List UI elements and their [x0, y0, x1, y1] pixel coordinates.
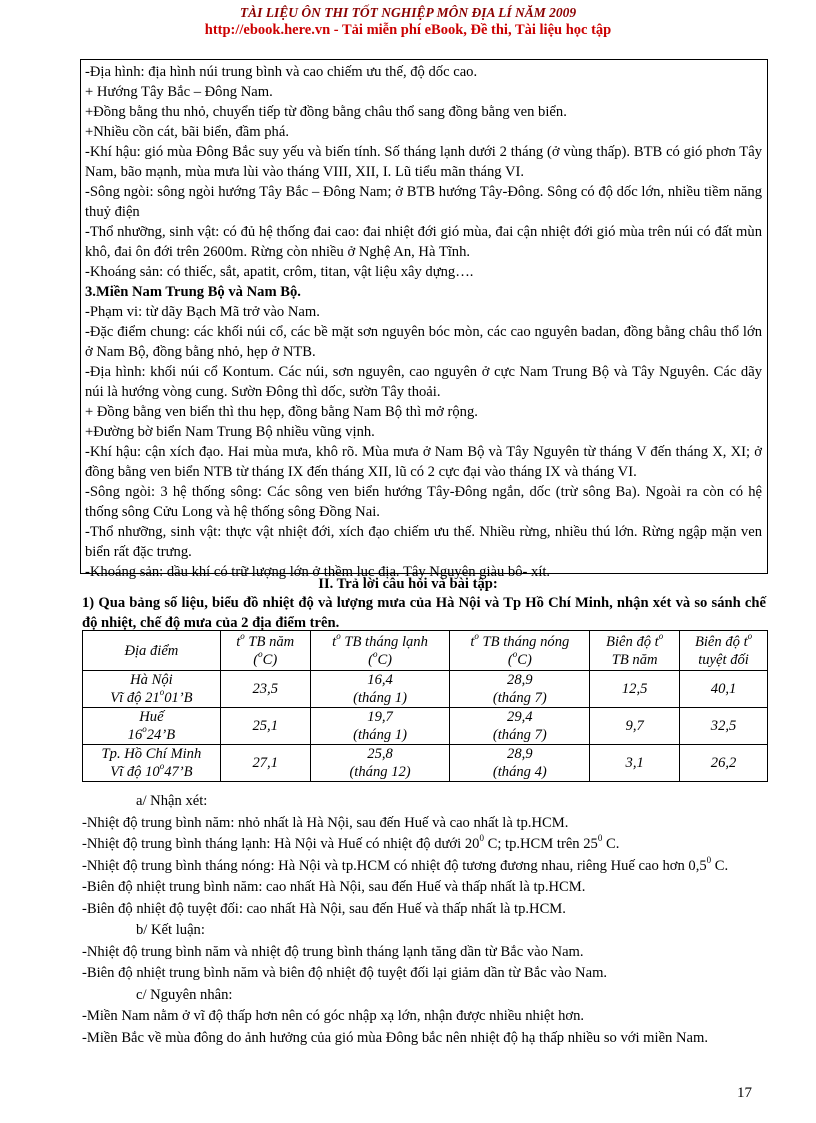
paragraph: -Miền Bắc về mùa đông do ảnh hưởng của gió mùa Đông bắc nên nhiệt độ hạ thấp nhiều so với miền Nam. — [82, 1029, 709, 1046]
box-line: -Khí hậu: cận xích đạo. Hai mùa mưa, khô rõ. Mùa mưa ở Nam Bộ và Tây Nguyên từ tháng V đến tháng X, XI; ở đồng bằng ven biển NTB từ tháng IX đến tháng XII, lũ có 2 cực đại vào tháng IX và tháng VI. — [85, 444, 762, 480]
box-line: -Thổ nhưỡng, sinh vật: có đủ hệ thống đai cao: đai nhiệt đới gió mùa, đai cận nhiệt đới gió mùa trên núi có đất mùn khô, đai ôn đới trên 2600m. Rừng còn nhiều ở Nghệ An, Hà Tĩnh. — [85, 224, 762, 260]
question-1: 1) Qua bảng số liệu, biểu đồ nhiệt độ và lượng mưa của Hà Nội và Tp Hồ Chí Minh, nhận xét và so sánh chế độ nhiệt, chế độ mưa của 2 địa điểm trên. — [82, 595, 766, 631]
box-line: -Khoáng sản: có thiếc, sắt, apatit, crôm, titan, vật liệu xây dựng…. — [85, 264, 474, 280]
header-range-abs: Biên độ $t^o$ tuyệt đối — [680, 631, 768, 671]
answer-body — [82, 791, 766, 1049]
table-row — [83, 745, 768, 782]
box-line: -Khoáng sản: dầu khí có trữ lượng lớn ở thềm lục địa. Tây Nguyên giàu bô- xít. — [85, 564, 551, 580]
box-line: -Đặc điểm chung: các khối núi cổ, các bề mặt sơn nguyên bóc mòn, các cao nguyên badan, đồng bằng châu thổ lớn ở Nam Bộ, đồng bằng nhỏ, hẹp ở NTB. — [85, 324, 762, 360]
subheading-b: b/ Kết luận: — [136, 922, 205, 938]
subheading-a: a/ Nhận xét: — [136, 793, 208, 809]
box-line: -Thổ nhưỡng, sinh vật: thực vật nhiệt đới, xích đạo chiếm ưu thế. Nhiều rừng, nhiều thú lớn. Rừng ngập mặn ven biển rất đặc trưng. — [85, 524, 762, 560]
avg-year-cell: 23,5 — [220, 671, 310, 708]
paragraph: -Nhiệt độ trung bình tháng lạnh: Hà Nội và Huế có nhiệt độ dưới $20^0$ C; tp.HCM trên $25^0$ C. — [82, 833, 620, 852]
box-line: +Nhiều cồn cát, bãi biển, đầm phá. — [85, 124, 289, 140]
cold-cell: 25,8 (tháng 12) — [310, 745, 450, 782]
paragraph: -Nhiệt độ trung bình tháng nóng: Hà Nội và tp.HCM có nhiệt độ tương đương nhau, riêng Huế cao hơn $0,5^0$ C. — [82, 854, 729, 874]
hot-cell: 28,9 (tháng 4) — [450, 745, 590, 782]
box-line: -Phạm vi: từ dãy Bạch Mã trở vào Nam. — [85, 304, 320, 320]
cold-cell: 16,4 (tháng 1) — [310, 671, 450, 708]
summary-box — [80, 59, 768, 580]
header-separator: - — [330, 22, 342, 38]
paragraph: -Nhiệt độ trung bình năm và nhiệt độ trung bình tháng lạnh tăng dần từ Bắc vào Nam. — [82, 943, 584, 960]
temperature-table — [82, 630, 768, 782]
paragraph: -Miền Nam nằm ở vĩ độ thấp hơn nên có góc nhập xạ lớn, nhận được nhiều nhiệt hơn. — [82, 1008, 585, 1024]
hot-cell: 28,9 (tháng 7) — [450, 671, 590, 708]
box-line: -Sông ngòi: sông ngòi hướng Tây Bắc – Đông Nam; ở BTB hướng Tây-Đông. Sông có độ dốc lớn, nhiều tiềm năng thuỷ điện — [85, 184, 762, 220]
box-line: + Hướng Tây Bắc – Đông Nam. — [85, 84, 273, 100]
place-cell: Tp. Hồ Chí Minh Vĩ độ 10$^o$47’B — [83, 745, 221, 782]
range-abs-cell: 26,2 — [680, 745, 768, 782]
range-abs-cell: 32,5 — [680, 708, 768, 745]
box-line: -Địa hình: khối núi cổ Kontum. Các núi, sơn nguyên, cao nguyên ở cực Nam Trung Bộ và Tây Nguyên. Các dãy núi là hướng vòng cung. Sườn Đông thì dốc, sườn Tây thoải. — [85, 364, 762, 400]
header-range-year: Biên độ $t^o$ TB năm — [590, 631, 680, 671]
paragraph: -Biên độ nhiệt độ tuyệt đối: cao nhất Hà Nội, sau đến Huế và thấp nhất là tp.HCM. — [82, 900, 566, 917]
header-avg-cold: $t^o$ TB tháng lạnh ($^o$C) — [310, 631, 450, 671]
paragraph: -Biên độ nhiệt trung bình năm và biên độ nhiệt độ tuyệt đối lại giảm dần từ Bắc vào Nam. — [82, 965, 608, 981]
paragraph: -Biên độ nhiệt trung bình năm: cao nhất Hà Nội, sau đến Huế và thấp nhất là tp.HCM. — [82, 879, 586, 895]
section-3-heading: 3.Miền Nam Trung Bộ và Nam Bộ. — [85, 284, 301, 300]
range-year-cell: 3,1 — [590, 745, 680, 782]
section-2-heading: II. Trả lời câu hỏi và bài tập: — [318, 576, 498, 592]
hot-cell: 29,4 (tháng 7) — [450, 708, 590, 745]
box-line: +Đường bờ biển Nam Trung Bộ nhiều vũng vịnh. — [85, 424, 375, 440]
range-abs-cell: 40,1 — [680, 671, 768, 708]
box-line: -Địa hình: địa hình núi trung bình và cao chiếm ưu thế, độ dốc cao. — [85, 64, 478, 80]
table-header-row — [83, 631, 768, 671]
subheading-c: c/ Nguyên nhân: — [136, 986, 233, 1003]
page-number: 17 — [737, 1085, 752, 1101]
box-line: -Sông ngòi: 3 hệ thống sông: Các sông ven biển hướng Tây-Đông ngắn, dốc (trừ sông Ba). Ngoài ra còn có hệ thống sông Cửu Long và hệ thống sông Đồng Nai. — [85, 484, 762, 520]
avg-year-cell: 27,1 — [220, 745, 310, 782]
header-avg-hot: $t^o$ TB tháng nóng ($^o$C) — [450, 631, 590, 671]
header-place: Địa điểm — [83, 631, 221, 671]
place-cell: Hà Nội Vĩ độ 21$^o$01’B — [83, 671, 221, 708]
box-line: +Đồng bằng thu nhỏ, chuyển tiếp từ đồng bằng châu thổ sang đồng bằng ven biển. — [85, 104, 567, 120]
page-header — [0, 4, 816, 40]
avg-year-cell: 25,1 — [220, 708, 310, 745]
cold-cell: 19,7 (tháng 1) — [310, 708, 450, 745]
range-year-cell: 12,5 — [590, 671, 680, 708]
header-tagline — [0, 21, 816, 40]
doc-title: TÀI LIỆU ÔN THI TỐT NGHIỆP MÔN ĐỊA LÍ NĂM 2009 — [239, 5, 577, 20]
box-line: + Đồng bằng ven biển thì thu hẹp, đồng bằng Nam Bộ thì mở rộng. — [85, 404, 478, 420]
header-tagline-text: Tải miễn phí eBook, Đề thi, Tài liệu học tập — [342, 22, 612, 38]
range-year-cell: 9,7 — [590, 708, 680, 745]
place-cell: Huế 16$^o$24’B — [83, 708, 221, 745]
header-url[interactable]: http://ebook.here.vn — [204, 22, 331, 38]
paragraph: -Nhiệt độ trung bình năm: nhỏ nhất là Hà Nội, sau đến Huế và cao nhất là tp.HCM. — [82, 814, 569, 831]
box-line: -Khí hậu: gió mùa Đông Bắc suy yếu và biến tính. Số tháng lạnh dưới 2 tháng (ở vùng thấp). BTB có gió phơn Tây Nam, bão mạnh, mùa mưa lùi vào tháng VIII, XII, I. Lũ tiểu mãn tháng VI. — [85, 144, 762, 180]
table-row — [83, 671, 768, 708]
table-row — [83, 708, 768, 745]
header-avg-year: $t^o$ TB năm ($^o$C) — [220, 631, 310, 671]
